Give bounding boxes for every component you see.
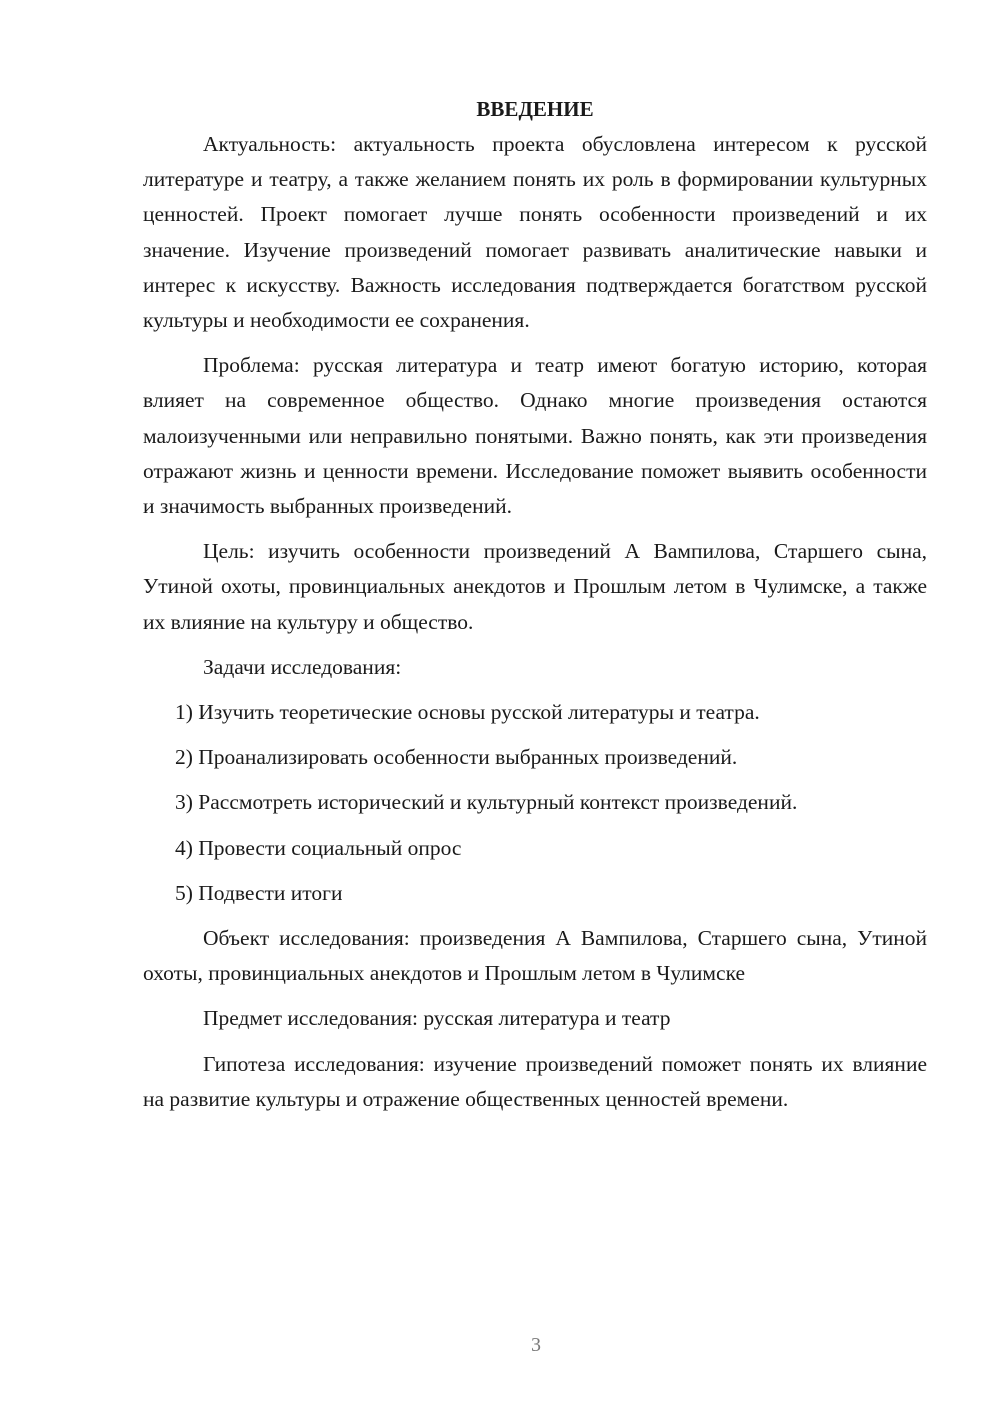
object-paragraph: Объект исследования: произведения А Вампилова, Старшего сына, Утиной охоты, провинциальных анекдотов и Прошлым летом в Чулимске xyxy=(143,926,927,986)
problem-paragraph: Проблема: русская литература и театр имеют богатую историю, которая влияет на современное общество. Однако многие произведения остаются малоизученными или неправильно понятыми. Важно понять, как эти произведения отражают жизнь и ценности времени. Исследование поможет выявить особенности и значимость выбранных произведений. xyxy=(143,353,927,519)
relevance-paragraph: Актуальность: актуальность проекта обусловлена интересом к русской литературе и театру, а также желанием понять их роль в формировании культурных ценностей. Проект помогает лучше понять особенности произведений и их значение. Изучение произведений помогает развивать аналитические навыки и интерес к искусству. Важность исследования подтверждается богатством русской культуры и необходимости ее сохранения. xyxy=(143,132,927,333)
section-title: ВВЕДЕНИЕ xyxy=(476,97,594,121)
document-page xyxy=(143,92,927,1127)
task-item-5: 5) Подвести итоги xyxy=(175,880,343,905)
hypothesis-paragraph: Гипотеза исследования: изучение произведений поможет понять их влияние на развитие культуры и отражение общественных ценностей времени. xyxy=(143,1051,927,1111)
goal-paragraph: Цель: изучить особенности произведений А Вампилова, Старшего сына, Утиной охоты, провинциальных анекдотов и Прошлым летом в Чулимске, а также их влияние на культуру и общество. xyxy=(143,539,927,634)
tasks-heading: Задачи исследования: xyxy=(203,654,402,679)
task-item-3: 3) Рассмотреть исторический и культурный контекст произведений. xyxy=(175,790,798,815)
task-item-4: 4) Провести социальный опрос xyxy=(175,835,462,860)
page-number: 3 xyxy=(531,1334,541,1356)
subject-paragraph: Предмет исследования: русская литература и театр xyxy=(203,1006,671,1031)
task-item-2: 2) Проанализировать особенности выбранных произведений. xyxy=(175,745,738,770)
tasks-list xyxy=(143,695,927,911)
task-item-1: 1) Изучить теоретические основы русской литературы и театра. xyxy=(175,700,760,725)
